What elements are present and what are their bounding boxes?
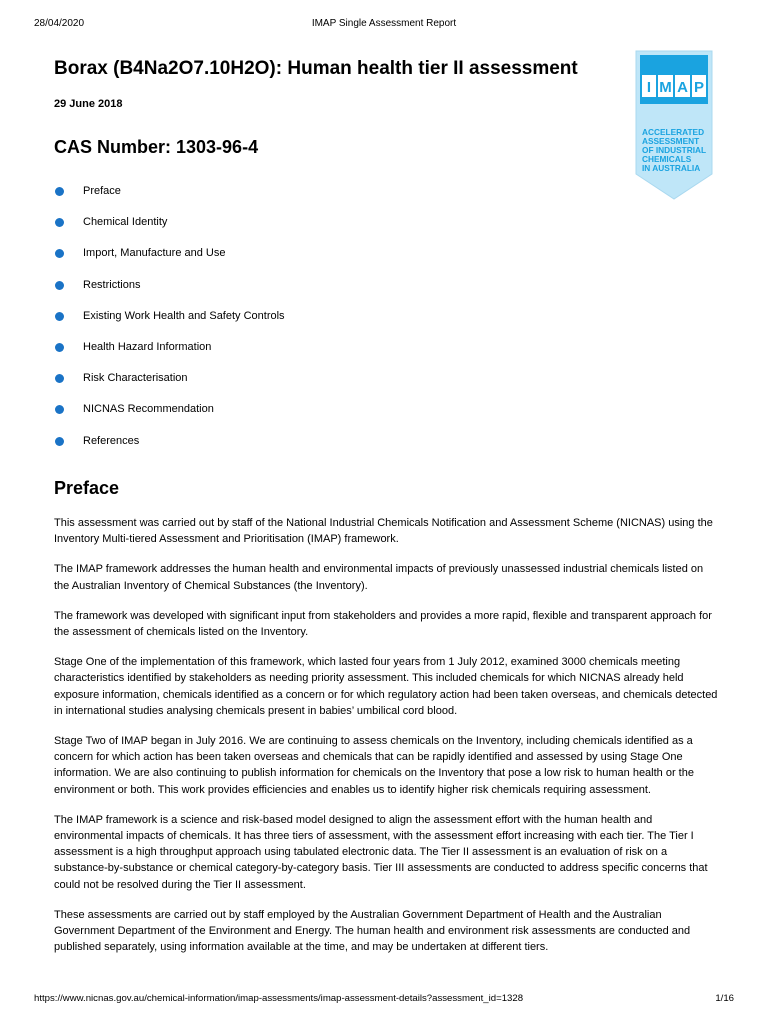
toc-item-label: Chemical Identity (83, 216, 168, 229)
bullet-icon (55, 343, 64, 352)
paragraph: Stage One of the implementation of this framework, which lasted four years from 1 July 2012, examined 3000 chemicals meeting characteristics identified by stakeholders as needing priority assessment. This included chemicals for which NICNAS already held exposure information, chemicals identified as a concern or for which regulatory action had been taken overseas, and chemicals detected in international studies analysing chemicals present in babies’ umbilical cord blood. (54, 656, 718, 717)
toc-item-chemical-identity[interactable] (54, 214, 285, 245)
logo-tagline-line: ACCELERATED (642, 127, 705, 137)
logo-tagline-line: CHEMICALS (642, 154, 692, 164)
toc-item-label: NICNAS Recommendation (83, 403, 214, 416)
paragraph: The framework was developed with significant input from stakeholders and provides a more rapid, flexible and transparent approach for the assessment of chemicals listed on the Inventory. (54, 609, 712, 639)
toc-item-risk-characterisation[interactable] (54, 370, 285, 401)
toc-item-label: Import, Manufacture and Use (83, 247, 226, 260)
print-date: 28/04/2020 (34, 18, 85, 29)
logo-tagline (642, 127, 706, 173)
logo-letter: P (693, 79, 705, 96)
logo-letter: A (677, 79, 688, 96)
bullet-icon (55, 249, 64, 258)
paragraph: This assessment was carried out by staff of the National Industrial Chemicals Notification and Assessment Scheme (NICNAS) using the Inventory Multi-tiered Assessment and Prioritisation (IMAP) framework. (54, 517, 713, 546)
page-url: https://www.nicnas.gov.au/chemical-information/imap-assessments/imap-assessment-details?assessment_id=1328 (34, 993, 524, 1004)
bullet-icon (55, 374, 64, 383)
toc-item-restrictions[interactable] (54, 277, 285, 308)
page-number: 1/16 (715, 993, 734, 1004)
paragraph: The IMAP framework addresses the human health and environmental impacts of previously unassessed industrial chemicals listed on the Australian Inventory of Chemical Substances (the Inventory). (54, 563, 704, 592)
preface-body (54, 515, 718, 969)
toc-item-import-manufacture-use[interactable] (54, 245, 285, 276)
toc-item-whs-controls[interactable] (54, 308, 285, 339)
cas-number: CAS Number: 1303-96-4 (54, 137, 259, 157)
toc-item-health-hazard[interactable] (54, 339, 285, 370)
bullet-icon (55, 312, 64, 321)
bullet-icon (55, 405, 64, 414)
toc-item-references[interactable] (54, 433, 285, 464)
paragraph: Stage Two of IMAP began in July 2016. We are continuing to assess chemicals on the Inventory, including chemicals identified as a concern for which action has been taken overseas and chemicals that can be rapidly identified and assessed by using Stage One information. We are also continuing to publish information for chemicals on the Inventory that pose a low risk to human health or the environment or both. This work provides efficiencies and enables us to identify higher risk chemicals requiring assessment. (54, 735, 694, 796)
paragraph: The IMAP framework is a science and risk-based model designed to align the assessment effort with the human health and environmental impacts of chemicals. It has three tiers of assessment, with the assessment effort increasing with each tier. The Tier I assessment is a high throughput approach using tabulated electronic data. The Tier II assessment is an evaluation of risk on a substance-by-substance or chemical category-by-category basis. Tier III assessments are conducted to address specific concerns that could not be resolved during the Tier II assessment. (54, 813, 708, 891)
logo-letter: I (646, 79, 652, 96)
publish-date: 29 June 2018 (54, 98, 123, 110)
bullet-icon (55, 281, 64, 290)
section-heading-preface: Preface (54, 478, 120, 498)
logo-tagline-line: ASSESSMENT (642, 136, 700, 146)
bullet-icon (55, 437, 64, 446)
bullet-icon (55, 187, 64, 196)
paragraph: These assessments are carried out by staff employed by the Australian Government Department of Health and the Australian Government Department of the Environment and Energy. The human health and environment risk assessments are conducted and published separately, using information available at the time, and may be undertaken at different tiers. (54, 908, 691, 954)
toc-item-label: Health Hazard Information (83, 340, 212, 353)
logo-letter: M (659, 79, 672, 96)
print-title: IMAP Single Assessment Report (311, 18, 457, 29)
page-title: Borax (B4Na2O7.10H2O): Human health tier II assessment (54, 58, 578, 79)
toc-item-label: References (83, 434, 140, 447)
logo-tagline-line: IN AUSTRALIA (642, 163, 701, 173)
toc-item-label: Risk Characterisation (83, 372, 188, 385)
toc-item-label: Restrictions (83, 278, 141, 291)
imap-logo (635, 50, 713, 200)
bullet-icon (55, 218, 64, 227)
toc-item-label: Preface (83, 185, 121, 197)
toc-item-preface[interactable] (54, 183, 285, 214)
toc-item-label: Existing Work Health and Safety Controls (83, 309, 285, 322)
logo-tagline-line: OF INDUSTRIAL (642, 145, 707, 155)
toc-item-nicnas-recommendation[interactable] (54, 401, 285, 432)
table-of-contents (54, 183, 285, 464)
